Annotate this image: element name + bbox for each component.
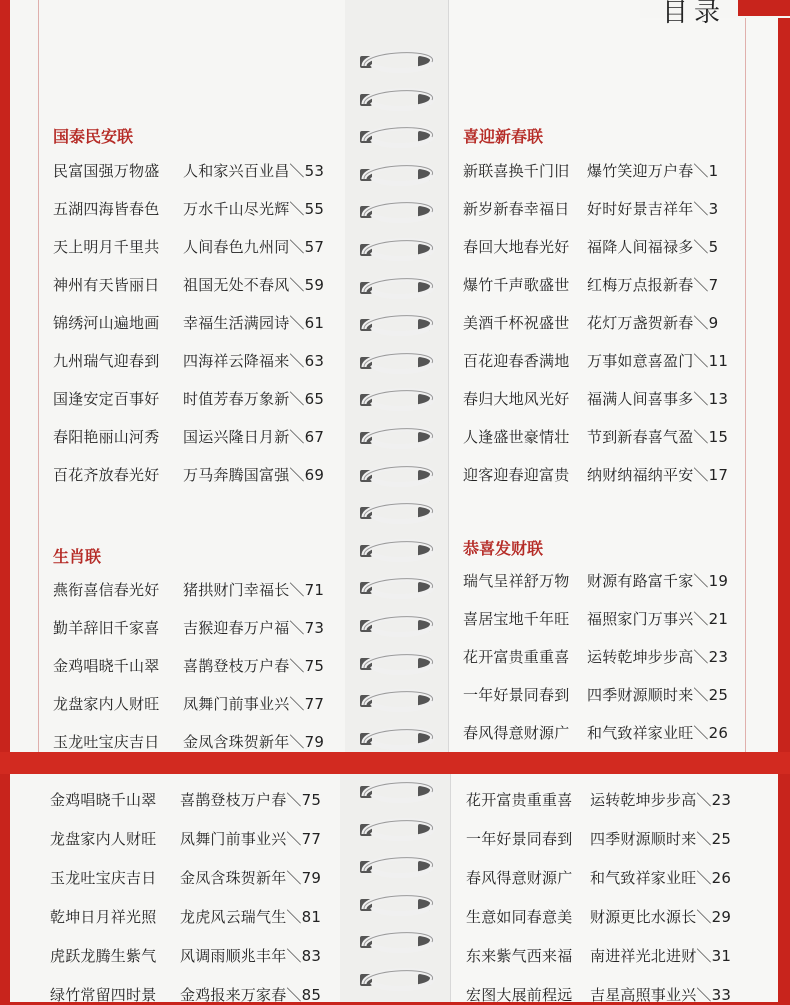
couplet-upper-line: 龙盘家内人财旺 (50, 830, 157, 848)
couplet-upper-line: 虎跃龙腾生紫气 (50, 947, 157, 965)
couplet-lower-line-page: 吉星高照事业兴＼33 (590, 986, 732, 1004)
toc-row (53, 388, 324, 409)
toc-row (463, 684, 728, 705)
couplet-upper-line: 锦绣河山遍地画 (53, 314, 160, 332)
toc-row (53, 312, 324, 333)
couplet-upper-line: 爆竹千声歌盛世 (463, 276, 570, 294)
couplet-lower-line-page: 运转乾坤步步高＼23 (590, 791, 732, 809)
toc-row (463, 426, 728, 447)
couplet-upper-line: 喜居宝地千年旺 (463, 610, 570, 628)
couplet-lower-line-page: 福满人间喜事多＼13 (587, 390, 729, 408)
couplet-upper-line: 瑞气呈祥舒万物 (463, 572, 570, 590)
couplet-upper-line: 花开富贵重重喜 (466, 791, 573, 809)
toc-row (53, 236, 324, 257)
couplet-lower-line-page: 爆竹笑迎万户春＼1 (587, 162, 719, 180)
couplet-lower-line-page: 喜鹊登枝万户春＼75 (180, 791, 322, 809)
couplet-lower-line-page: 四季财源顺时来＼25 (590, 830, 732, 848)
toc-row (463, 236, 718, 257)
toc-row (466, 789, 731, 810)
couplet-lower-line-page: 吉猴迎春万户福＼73 (183, 619, 325, 637)
header-red-bar (738, 0, 790, 16)
photo-divider (0, 752, 790, 774)
toc-row (463, 646, 728, 667)
couplet-lower-line-page: 人和家兴百业昌＼53 (183, 162, 325, 180)
toc-row (50, 906, 321, 927)
toc-row (463, 608, 728, 629)
couplet-lower-line-page: 金凤含珠贺新年＼79 (180, 869, 322, 887)
toc-row (53, 693, 324, 714)
couplet-upper-line: 宏图大展前程远 (466, 986, 573, 1004)
left-page-margin-line (38, 0, 39, 752)
toc-row (53, 350, 324, 371)
couplet-upper-line: 龙盘家内人财旺 (53, 695, 160, 713)
couplet-upper-line: 百花迎春香满地 (463, 352, 570, 370)
toc-row (466, 945, 731, 966)
couplet-upper-line: 金鸡唱晓千山翠 (50, 791, 157, 809)
toc-row (53, 160, 324, 181)
toc-row (466, 867, 731, 888)
toc-row (463, 274, 718, 295)
toc-row (53, 579, 324, 600)
toc-row (463, 198, 718, 219)
couplet-upper-line: 生意如同春意美 (466, 908, 573, 926)
couplet-lower-line-page: 四海祥云降福来＼63 (183, 352, 325, 370)
right-page (448, 0, 778, 752)
couplet-upper-line: 乾坤日月祥光照 (50, 908, 157, 926)
couplet-lower-line-page: 红梅万点报新春＼7 (587, 276, 719, 294)
couplet-lower-line-page: 龙虎风云瑞气生＼81 (180, 908, 322, 926)
couplet-lower-line-page: 万马奔腾国富强＼69 (183, 466, 325, 484)
couplet-lower-line-page: 花灯万盏贺新春＼9 (587, 314, 719, 332)
left-page (10, 0, 346, 752)
couplet-lower-line-page: 财源更比水源长＼29 (590, 908, 732, 926)
couplet-lower-line-page: 和气致祥家业旺＼26 (587, 724, 729, 742)
couplet-upper-line: 玉龙吐宝庆吉日 (53, 733, 160, 751)
right-page-margin-line (745, 0, 746, 752)
top-photo (10, 0, 778, 752)
couplet-lower-line-page: 金凤含珠贺新年＼79 (183, 733, 325, 751)
page-title: 目录 (662, 0, 727, 28)
couplet-upper-line: 一年好景同春到 (463, 686, 570, 704)
couplet-lower-line-page: 福降人间福禄多＼5 (587, 238, 719, 256)
couplet-upper-line: 国逢安定百事好 (53, 390, 160, 408)
toc-row (50, 828, 321, 849)
toc-row (53, 617, 324, 638)
couplet-upper-line: 民富国强万物盛 (53, 162, 160, 180)
section-title: 恭喜发财联 (463, 539, 544, 558)
couplet-lower-line-page: 人间春色九州同＼57 (183, 238, 325, 256)
couplet-upper-line: 金鸡唱晓千山翠 (53, 657, 160, 675)
bottom-spiral-gutter (340, 774, 450, 1002)
couplet-upper-line: 百花齐放春光好 (53, 466, 160, 484)
couplet-upper-line: 五湖四海皆春色 (53, 200, 160, 218)
couplet-lower-line-page: 喜鹊登枝万户春＼75 (183, 657, 325, 675)
toc-row (463, 312, 718, 333)
couplet-lower-line-page: 猪拱财门幸福长＼71 (183, 581, 325, 599)
couplet-upper-line: 新联喜换千门旧 (463, 162, 570, 180)
couplet-lower-line-page: 福照家门万事兴＼21 (587, 610, 729, 628)
toc-row (53, 198, 324, 219)
toc-row (463, 722, 728, 743)
couplet-upper-line: 美酒千杯祝盛世 (463, 314, 570, 332)
toc-row (50, 945, 321, 966)
couplet-upper-line: 东来紫气西来福 (466, 947, 573, 965)
toc-row (50, 789, 321, 810)
couplet-lower-line-page: 万水千山尽光辉＼55 (183, 200, 325, 218)
couplet-upper-line: 九州瑞气迎春到 (53, 352, 160, 370)
couplet-upper-line: 花开富贵重重喜 (463, 648, 570, 666)
couplet-lower-line-page: 国运兴隆日月新＼67 (183, 428, 325, 446)
couplet-lower-line-page: 纳财纳福纳平安＼17 (587, 466, 729, 484)
section-title: 生肖联 (53, 547, 102, 566)
couplet-lower-line-page: 凤舞门前事业兴＼77 (180, 830, 322, 848)
toc-row (53, 274, 324, 295)
spiral-gutter (345, 0, 448, 752)
toc-row (53, 464, 324, 485)
couplet-lower-line-page: 四季财源顺时来＼25 (587, 686, 729, 704)
couplet-upper-line: 迎客迎春迎富贵 (463, 466, 570, 484)
couplet-upper-line: 春风得意财源广 (463, 724, 570, 742)
couplet-upper-line: 春风得意财源广 (466, 869, 573, 887)
couplet-lower-line-page: 时值芳春万象新＼65 (183, 390, 325, 408)
couplet-upper-line: 春回大地春光好 (463, 238, 570, 256)
toc-row (463, 350, 728, 371)
couplet-upper-line: 燕衔喜信春光好 (53, 581, 160, 599)
couplet-upper-line: 一年好景同春到 (466, 830, 573, 848)
couplet-upper-line: 新岁新春幸福日 (463, 200, 570, 218)
toc-row (466, 906, 731, 927)
couplet-upper-line: 玉龙吐宝庆吉日 (50, 869, 157, 887)
toc-row (463, 388, 728, 409)
couplet-lower-line-page: 节到新春喜气盈＼15 (587, 428, 729, 446)
couplet-lower-line-page: 风调雨顺兆丰年＼83 (180, 947, 322, 965)
toc-row (50, 867, 321, 888)
couplet-upper-line: 神州有天皆丽日 (53, 276, 160, 294)
couplet-upper-line: 天上明月千里共 (53, 238, 160, 256)
couplet-lower-line-page: 财源有路富千家＼19 (587, 572, 729, 590)
couplet-lower-line-page: 万事如意喜盈门＼11 (587, 352, 729, 370)
toc-row (463, 570, 728, 591)
couplet-lower-line-page: 好时好景吉祥年＼3 (587, 200, 719, 218)
toc-row (53, 426, 324, 447)
couplet-upper-line: 人逢盛世豪情壮 (463, 428, 570, 446)
couplet-lower-line-page: 幸福生活满园诗＼61 (183, 314, 325, 332)
section-title: 国泰民安联 (53, 127, 134, 146)
couplet-upper-line: 勤羊辞旧千家喜 (53, 619, 160, 637)
couplet-upper-line: 春阳艳丽山河秀 (53, 428, 160, 446)
couplet-lower-line-page: 凤舞门前事业兴＼77 (183, 695, 325, 713)
toc-row (53, 731, 324, 752)
couplet-lower-line-page: 南进祥光北进财＼31 (590, 947, 732, 965)
couplet-lower-line-page: 运转乾坤步步高＼23 (587, 648, 729, 666)
section-title: 喜迎新春联 (463, 127, 544, 146)
toc-row (53, 655, 324, 676)
couplet-lower-line-page: 祖国无处不春风＼59 (183, 276, 325, 294)
couplet-lower-line-page: 金鸡报来万家春＼85 (180, 986, 322, 1004)
couplet-lower-line-page: 和气致祥家业旺＼26 (590, 869, 732, 887)
toc-row (463, 464, 728, 485)
toc-row (463, 160, 718, 181)
couplet-upper-line: 春归大地风光好 (463, 390, 570, 408)
couplet-upper-line: 绿竹常留四时景 (50, 986, 157, 1004)
toc-row (466, 828, 731, 849)
